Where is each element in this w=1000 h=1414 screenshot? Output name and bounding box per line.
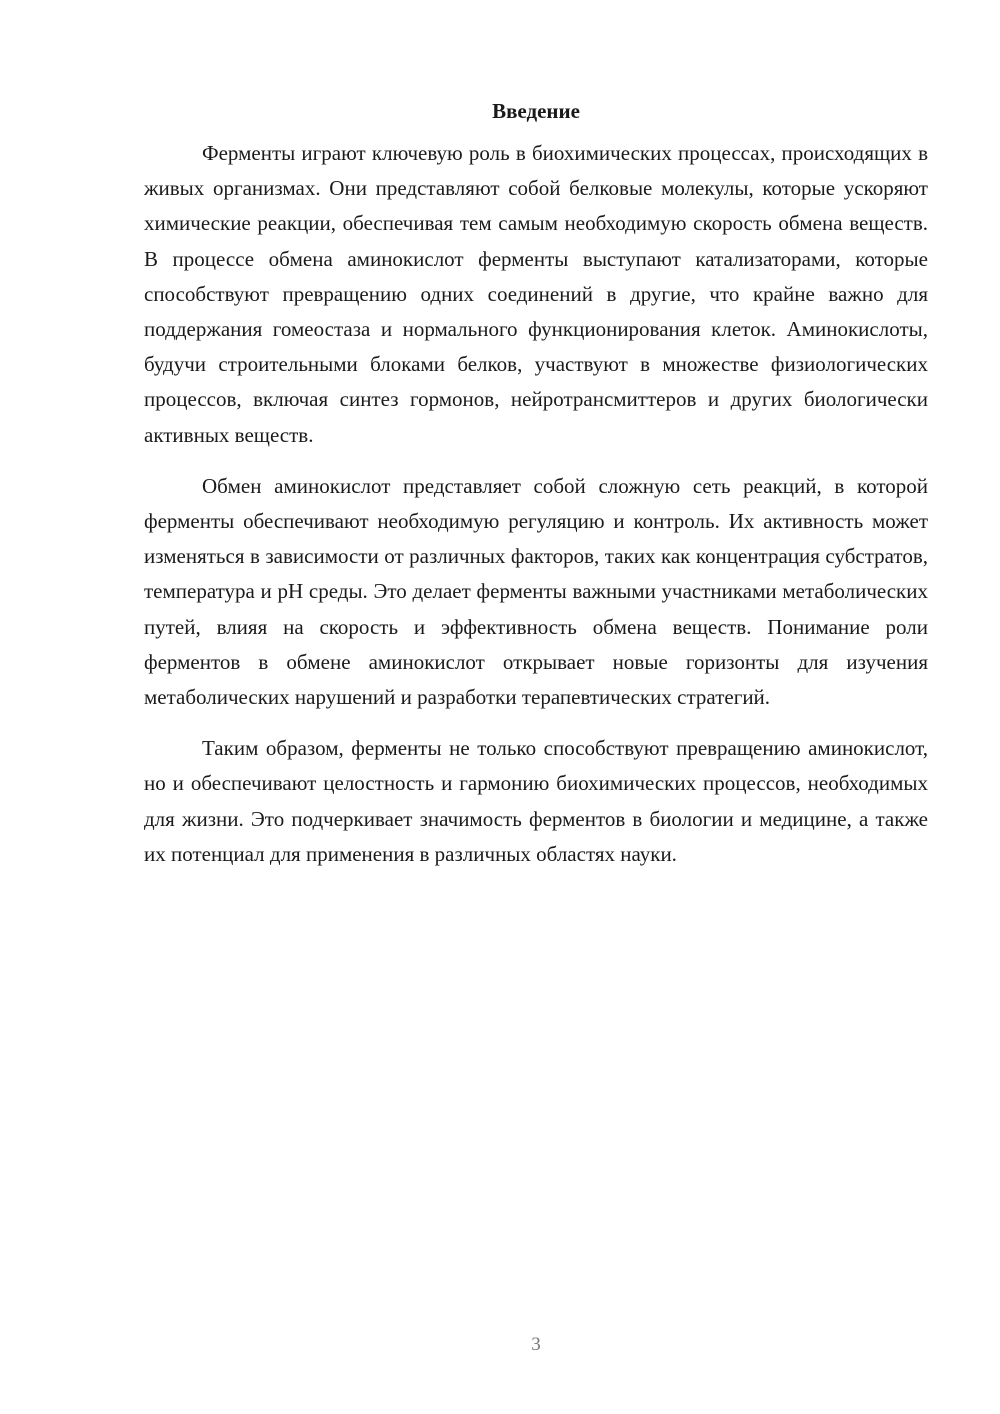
paragraph-2: Обмен аминокислот представляет собой сложную сеть реакций, в которой ферменты обеспечивают необходимую регуляцию и контроль. Их активность может изменяться в зависимости от различных факторов, таких как концентрация субстратов, температура и pH среды. Это делает ферменты важными участниками метаболических путей, влияя на скорость и эффективность обмена веществ. Понимание роли ферментов в обмене аминокислот открывает новые горизонты для изучения метаболических нарушений и разработки терапевтических стратегий.	[144, 473, 928, 710]
page-content	[144, 96, 928, 888]
section-heading: Введение	[492, 99, 580, 123]
paragraph-1: Ферменты играют ключевую роль в биохимических процессах, происходящих в живых организмах. Они представляют собой белковые молекулы, которые ускоряют химические реакции, обеспечивая тем самым необходимую скорость обмена веществ. В процессе обмена аминокислот ферменты выступают катализаторами, которые способствуют превращению одних соединений в другие, что крайне важно для поддержания гомеостаза и нормального функционирования клеток. Аминокислоты, будучи строительными блоками белков, участвуют в множестве физиологических процессов, включая синтез гормонов, нейротрансмиттеров и других биологически активных веществ.	[144, 141, 928, 447]
page-number: 3	[531, 1334, 541, 1355]
paragraph-3: Таким образом, ферменты не только способствуют превращению аминокислот, но и обеспечивают целостность и гармонию биохимических процессов, необходимых для жизни. Это подчеркивает значимость ферментов в биологии и медицине, а также их потенциал для применения в различных областях науки.	[144, 736, 928, 866]
